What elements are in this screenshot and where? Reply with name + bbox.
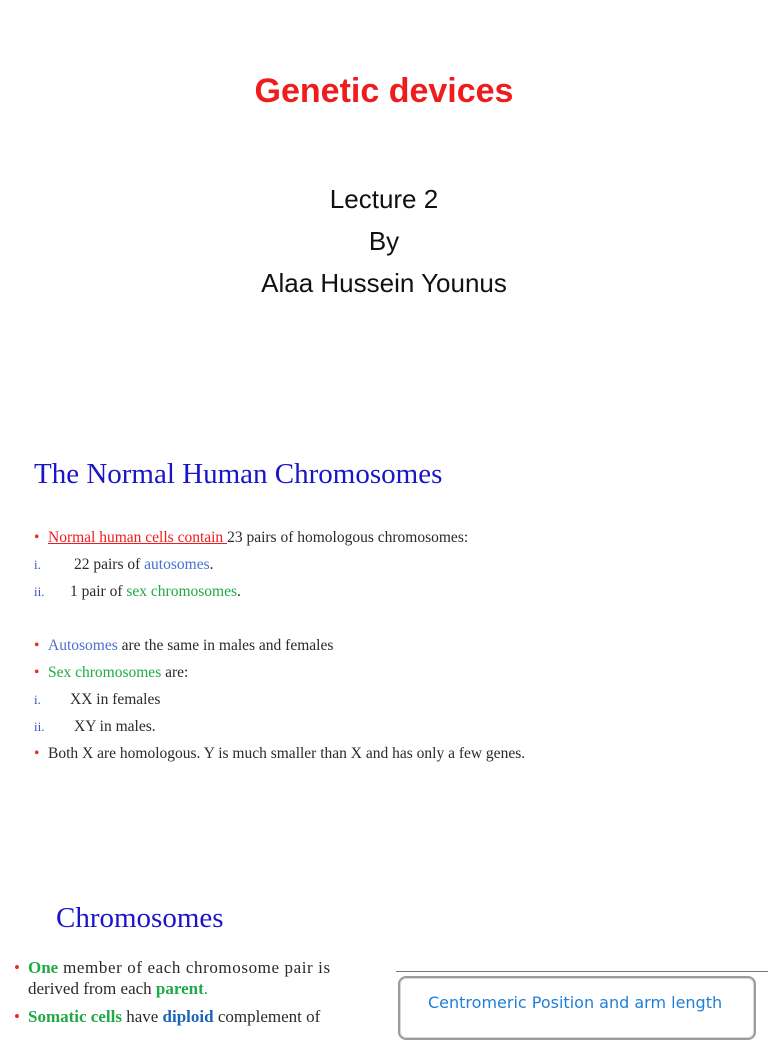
bullet-icon: • (34, 745, 40, 762)
figure-title: Centromeric Position and arm length (428, 993, 723, 1012)
numbered-line: ii. XY in males. (34, 718, 156, 735)
bullet-icon: • (14, 1007, 20, 1026)
divider (396, 971, 768, 972)
bullet-line: • Both X are homologous. Y is much smaller than X and has only a few genes. (34, 745, 526, 762)
bullet-line: • Sex chromosomes are: (34, 664, 189, 681)
figure-panel (398, 976, 756, 1040)
numbered-line: i. 22 pairs of autosomes. (34, 556, 214, 573)
numbered-line: i. XX in females (34, 691, 161, 708)
bullet-line: • Somatic cells have diploid complement of (14, 1007, 321, 1026)
bullet-icon: • (14, 958, 20, 977)
by-label: By (368, 226, 400, 256)
bullet-line-continued: derived from each parent. (28, 979, 209, 998)
section-title: The Normal Human Chromosomes (34, 458, 443, 490)
bullet-icon: • (34, 529, 40, 546)
lecture-number: Lecture 2 (329, 184, 439, 214)
bullet-line: • Autosomes are the same in males and females (34, 637, 334, 654)
bullet-icon: • (34, 664, 40, 681)
bullet-line: • Normal human cells contain 23 pairs of homologous chromosomes: (34, 529, 469, 546)
list-number: ii. (34, 584, 45, 599)
slide-title: Genetic devices (254, 72, 514, 110)
numbered-line: ii. 1 pair of sex chromosomes. (34, 583, 241, 600)
list-number: ii. (34, 719, 45, 734)
list-number: i. (34, 692, 41, 707)
author-name: Alaa Hussein Younus (261, 268, 507, 298)
bullet-line: • One member of each chromosome pair is (14, 958, 331, 977)
section-title: Chromosomes (56, 902, 224, 934)
bullet-icon: • (34, 637, 40, 654)
list-number: i. (34, 557, 41, 572)
